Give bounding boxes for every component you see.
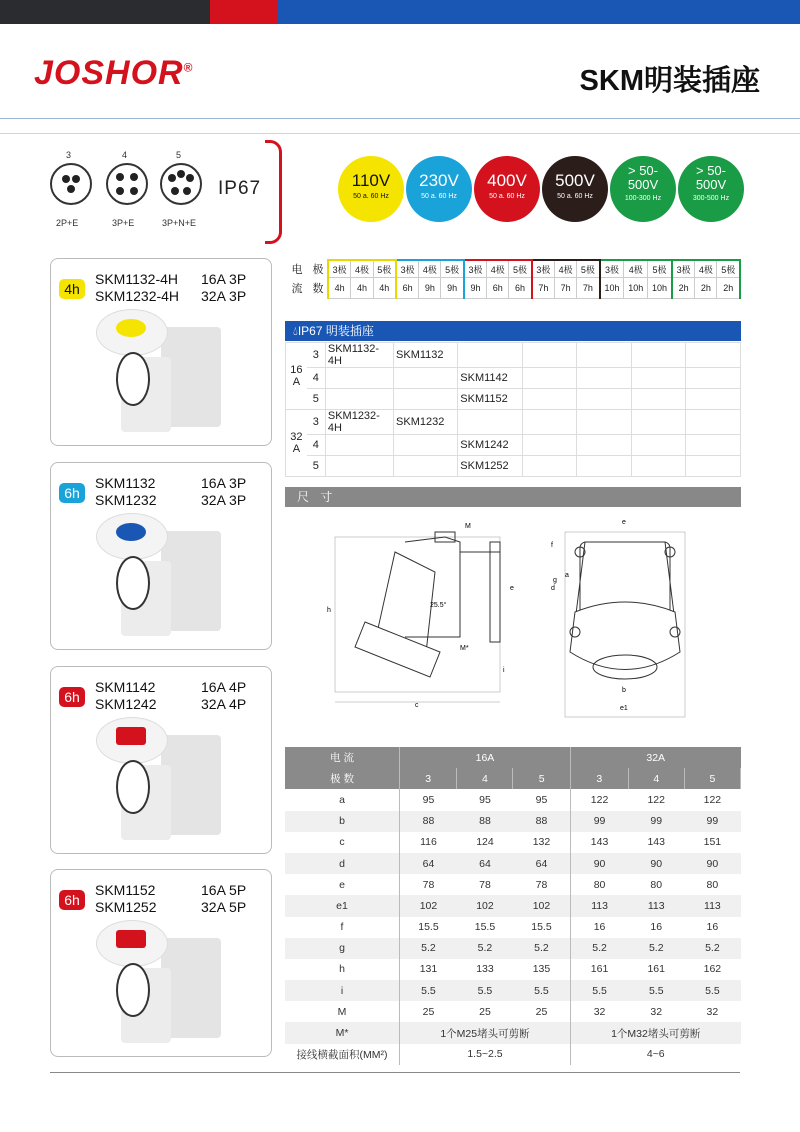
dim-value: 64 — [457, 853, 513, 874]
product-card-3[interactable] — [50, 869, 272, 1057]
model-1: SKM1152 — [95, 882, 156, 898]
model-cell — [394, 389, 458, 410]
dim-value: 88 — [400, 811, 457, 832]
dim-value: 162 — [703, 963, 722, 976]
model-cell: SKM1142 — [458, 368, 522, 389]
voltage-circle-0 — [338, 156, 404, 222]
dim-value: 25 — [479, 1005, 491, 1018]
dim-value: 122 — [703, 793, 722, 806]
bracket-divider — [265, 140, 282, 244]
label-angle: 25.5° — [430, 602, 447, 609]
dim-value: 116 — [420, 836, 437, 849]
dim-value: 90 — [570, 853, 628, 874]
pole-cell: 4 — [307, 435, 326, 456]
model-cell: SKM1132-4H — [325, 343, 393, 368]
dim-row-g — [285, 938, 741, 959]
dim-value: 113 — [628, 895, 684, 916]
label-i: i — [503, 667, 505, 674]
top-bar-blue — [278, 0, 800, 24]
dim-value: 15.5 — [474, 921, 496, 934]
voltage-circle-3 — [542, 156, 608, 222]
dim-value: 88 — [457, 811, 513, 832]
pin-diagram-5p — [160, 163, 202, 205]
empty-cell — [631, 410, 686, 435]
pole-label-2: 数 — [312, 283, 324, 295]
model-1: SKM1132-4H — [95, 271, 179, 287]
side-lid — [355, 622, 440, 677]
dim-value: 64 — [400, 853, 457, 874]
model-1: SKM1142 — [95, 679, 156, 695]
empty-cell — [522, 410, 577, 435]
dim-value: 80 — [593, 878, 606, 891]
dim-pole: 3 — [570, 768, 628, 789]
dim-value: 5.2 — [400, 938, 457, 959]
model-2: SKM1242 — [95, 696, 157, 712]
hour-cell: 7h — [577, 278, 600, 299]
dim-row-c — [285, 832, 741, 853]
table-row — [286, 368, 741, 389]
model-cell — [458, 343, 522, 368]
model-cell: SKM1152 — [458, 389, 522, 410]
dim-key: c — [285, 832, 400, 853]
pole-cell: 4极 — [351, 260, 373, 278]
hour-cell: 6h — [509, 278, 532, 299]
pole-cell: 5极 — [717, 260, 740, 278]
empty-cell — [577, 410, 632, 435]
dim-value: 102 — [457, 895, 513, 916]
model-cell — [325, 435, 393, 456]
pole-cell: 4极 — [695, 260, 717, 278]
rating-1: 16A 3P — [201, 271, 247, 287]
table-row — [286, 435, 741, 456]
label-h: h — [327, 607, 331, 614]
pole-hour-table — [285, 259, 741, 299]
dim-pole: 4 — [628, 768, 684, 789]
hour-cell: 9h — [464, 278, 487, 299]
dim-value: 4~6 — [646, 1048, 665, 1061]
dim-value: 5.2 — [457, 938, 513, 959]
label-d: d — [551, 585, 555, 592]
product-card-2[interactable] — [50, 666, 272, 854]
pole-cell: 4 — [307, 368, 326, 389]
pole-cell: 5极 — [441, 260, 464, 278]
dim-header-label: 极 数 — [285, 768, 400, 789]
dim-value: 124 — [476, 836, 494, 849]
voltage-value: 500V — [555, 171, 595, 190]
voltage-value: 400V — [487, 171, 527, 190]
hour-cell: 2h — [695, 278, 717, 299]
hour-cell: 9h — [441, 278, 464, 299]
dim-value: 5.5 — [457, 980, 513, 1001]
hour-cell: 10h — [624, 278, 648, 299]
current-cell: 16 A — [286, 343, 307, 410]
dim-value: 122 — [590, 793, 609, 806]
dim-value: 1个M32堵头可剪断 — [570, 1022, 740, 1043]
dim-row-e1 — [285, 895, 741, 916]
hour-badge: 6h — [59, 890, 85, 910]
dim-value: 64 — [513, 853, 570, 874]
dim-value: 5.2 — [513, 938, 570, 959]
pole-cell: 5极 — [509, 260, 532, 278]
dim-value: 99 — [570, 811, 628, 832]
current-label-2: 流 — [291, 283, 303, 295]
pin-label-4p: 3P+E — [112, 218, 135, 228]
dim-value: 5.2 — [684, 938, 740, 959]
header-divider-2 — [0, 133, 800, 134]
model-2: SKM1232 — [95, 492, 157, 508]
frequency-value: 50 a. 60 Hz — [353, 193, 389, 200]
hour-badge: 4h — [59, 279, 85, 299]
dim-header-16a: 16A — [400, 747, 571, 768]
table-row — [286, 389, 741, 410]
brand-logo: JOSHOR® — [34, 54, 194, 92]
dim-key: 接线横截面积(MM²) — [285, 1044, 400, 1065]
model-2: SKM1252 — [95, 899, 157, 915]
model-2: SKM1232-4H — [95, 288, 180, 304]
ip67-section-header: 💧︎IP67 明装插座 — [285, 321, 741, 341]
pole-cell: 3极 — [600, 260, 624, 278]
model-cell — [394, 368, 458, 389]
socket-image — [91, 918, 231, 1048]
dim-value: 5.2 — [628, 938, 684, 959]
dim-value: 99 — [628, 811, 684, 832]
dim-value: 80 — [706, 878, 719, 891]
side-body — [405, 537, 460, 637]
pin-diagram-4p — [106, 163, 148, 205]
dim-value: 5.2 — [570, 938, 628, 959]
voltage-value: 230V — [419, 171, 459, 190]
empty-cell — [686, 368, 741, 389]
rating-1: 16A 4P — [201, 679, 247, 695]
pole-cell: 3 — [307, 343, 326, 368]
dim-value: 5.5 — [628, 980, 684, 1001]
empty-cell — [522, 389, 577, 410]
dim-value: 78 — [479, 878, 491, 891]
hour-cell: 6h — [396, 278, 419, 299]
dim-value: 1个M25堵头可剪断 — [400, 1022, 571, 1043]
hour-cell: 2h — [672, 278, 695, 299]
label-e-front: e — [622, 519, 626, 526]
dim-value: 113 — [684, 895, 740, 916]
model-cell: SKM1132 — [394, 343, 458, 368]
empty-cell — [631, 343, 686, 368]
dim-value: 132 — [513, 832, 570, 853]
hour-cell: 9h — [419, 278, 441, 299]
model-cell — [394, 456, 458, 477]
top-bar-red — [210, 0, 278, 24]
dim-row-mstar — [285, 1022, 741, 1043]
dim-value: 1.5~2.5 — [400, 1044, 571, 1065]
model-cell — [325, 368, 393, 389]
hour-badge: 6h — [59, 687, 85, 707]
voltage-circle-2 — [474, 156, 540, 222]
dim-row-wire — [285, 1044, 741, 1065]
pole-cell: 4极 — [555, 260, 577, 278]
dim-value: 95 — [513, 789, 570, 810]
model-cell — [394, 435, 458, 456]
rating-2: 32A 4P — [201, 696, 247, 712]
dim-value: 25 — [422, 1005, 435, 1018]
dim-value: 122 — [647, 793, 665, 806]
socket-image — [91, 307, 231, 437]
dim-value: 5.5 — [570, 980, 628, 1001]
dim-value: 90 — [628, 853, 684, 874]
pole-cell: 5 — [307, 389, 326, 410]
empty-cell — [577, 343, 632, 368]
dim-row-h — [285, 959, 741, 980]
dim-value: 102 — [400, 895, 457, 916]
footer-divider — [50, 1072, 740, 1073]
rating-2: 32A 3P — [201, 492, 247, 508]
pin-count-5: 5 — [176, 150, 182, 160]
dim-value: 95 — [422, 793, 435, 806]
dim-value: 32 — [650, 1005, 663, 1018]
dim-value: 135 — [513, 959, 570, 980]
hour-cell: 2h — [717, 278, 740, 299]
ip67-model-table — [285, 342, 741, 477]
empty-cell — [522, 456, 577, 477]
empty-cell — [522, 435, 577, 456]
dimension-drawing — [285, 512, 741, 737]
ip-rating-label: IP67 — [218, 178, 262, 199]
dim-value: 161 — [590, 963, 609, 976]
pole-cell: 4极 — [419, 260, 441, 278]
dim-key: f — [285, 917, 400, 938]
table-row — [286, 410, 741, 435]
dim-value: 143 — [590, 836, 609, 849]
dim-key: g — [285, 938, 400, 959]
dim-header-poles — [285, 768, 741, 789]
pole-cell: 4极 — [487, 260, 509, 278]
dim-value: 90 — [684, 853, 740, 874]
label-b: b — [622, 687, 626, 694]
empty-cell — [631, 456, 686, 477]
voltage-circle-1 — [406, 156, 472, 222]
dim-value: 78 — [513, 874, 570, 895]
dim-pole: 5 — [684, 768, 740, 789]
model-cell: SKM1232-4H — [325, 410, 393, 435]
dim-value: 151 — [703, 836, 722, 849]
dim-key: b — [285, 811, 400, 832]
voltage-circle-5 — [678, 156, 744, 222]
empty-cell — [522, 368, 577, 389]
pin-count-4: 4 — [122, 150, 128, 160]
dimension-section-header: 尺 寸 — [285, 487, 741, 507]
dim-row-f — [285, 917, 741, 938]
dim-value: 5.5 — [684, 980, 740, 1001]
product-card-0[interactable] — [50, 258, 272, 446]
dim-key: d — [285, 853, 400, 874]
pole-cell: 3极 — [396, 260, 419, 278]
label-M: M — [465, 523, 471, 530]
empty-cell — [577, 435, 632, 456]
dim-key: h — [285, 959, 400, 980]
model-cell — [458, 410, 522, 435]
label-f: f — [551, 542, 553, 549]
dim-value: 15.5 — [513, 917, 570, 938]
dim-value: 99 — [684, 811, 740, 832]
current-label: 电 — [291, 263, 303, 276]
dim-key: e — [285, 874, 400, 895]
hour-cell: 7h — [532, 278, 555, 299]
pin-label-3p: 2P+E — [56, 218, 79, 228]
pin-count-3: 3 — [66, 150, 72, 160]
dim-value: 131 — [419, 963, 438, 976]
dim-value: 32 — [593, 1005, 606, 1018]
label-Mstar: M* — [460, 645, 469, 652]
dim-value: 5.5 — [400, 980, 457, 1001]
dim-key: e1 — [285, 895, 400, 916]
dim-header-label: 电 流 — [285, 747, 400, 768]
dim-row-d — [285, 853, 741, 874]
table-row — [286, 456, 741, 477]
page-title: SKM明装插座 — [579, 65, 760, 97]
dim-key: M — [285, 1001, 400, 1022]
label-a: a — [565, 572, 569, 579]
voltage-value: > 50- 500V — [695, 163, 727, 192]
empty-cell — [631, 389, 686, 410]
pole-cell: 3极 — [672, 260, 695, 278]
dim-value: 133 — [476, 963, 494, 976]
pole-cell: 5极 — [373, 260, 396, 278]
rating-2: 32A 5P — [201, 899, 247, 915]
label-e1: e1 — [620, 705, 628, 712]
rating-1: 16A 3P — [201, 475, 247, 491]
dim-value: 113 — [570, 895, 628, 916]
hour-badge: 6h — [59, 483, 85, 503]
pin-label-5p: 3P+N+E — [162, 218, 197, 228]
socket-image — [91, 715, 231, 845]
empty-cell — [686, 435, 741, 456]
dim-value: 161 — [647, 963, 665, 976]
pole-cell: 3极 — [532, 260, 555, 278]
pole-cell: 3 — [307, 410, 326, 435]
current-cell: 32 A — [286, 410, 307, 477]
empty-cell — [577, 368, 632, 389]
voltage-value: 110V — [351, 171, 391, 190]
dim-row-M — [285, 1001, 741, 1022]
empty-cell — [631, 435, 686, 456]
dimension-table — [285, 747, 741, 1065]
dim-pole: 5 — [513, 768, 570, 789]
model-cell: SKM1232 — [394, 410, 458, 435]
empty-cell — [522, 343, 577, 368]
dim-value: 15.5 — [418, 921, 439, 934]
voltage-circle-4 — [610, 156, 676, 222]
label-c: c — [415, 702, 419, 709]
dim-value: 32 — [706, 1005, 719, 1018]
pole-cell: 5极 — [648, 260, 672, 278]
empty-cell — [686, 343, 741, 368]
dim-row-i — [285, 980, 741, 1001]
pole-cell: 3极 — [464, 260, 487, 278]
dim-pole: 4 — [457, 768, 513, 789]
label-g: g — [553, 577, 557, 584]
rating-1: 16A 5P — [201, 882, 247, 898]
socket-image — [91, 511, 231, 641]
top-bar-dark — [0, 0, 210, 24]
dim-value: 78 — [422, 878, 435, 891]
dim-value: 88 — [513, 811, 570, 832]
label-e-side: e — [510, 585, 514, 592]
empty-cell — [577, 389, 632, 410]
model-cell — [325, 389, 393, 410]
dim-key: i — [285, 980, 400, 1001]
empty-cell — [631, 368, 686, 389]
frequency-value: 100-300 Hz — [624, 195, 662, 202]
front-socket — [570, 602, 680, 670]
dim-pole: 3 — [400, 768, 457, 789]
dim-value: 143 — [647, 836, 665, 849]
model-cell: SKM1242 — [458, 435, 522, 456]
empty-cell — [686, 389, 741, 410]
pole-cell: 5 — [307, 456, 326, 477]
pole-label: 极 — [312, 263, 324, 276]
pin-diagram-3p — [50, 163, 92, 205]
model-1: SKM1132 — [95, 475, 156, 491]
dim-value: 25 — [513, 1001, 570, 1022]
dim-value: 80 — [650, 878, 663, 891]
hour-cell: 10h — [648, 278, 672, 299]
pole-cell: 5极 — [577, 260, 600, 278]
dim-key: a — [285, 789, 400, 810]
dim-header-current — [285, 747, 741, 768]
dim-row-e — [285, 874, 741, 895]
dim-key: M* — [285, 1022, 400, 1043]
hour-cell: 6h — [487, 278, 509, 299]
model-cell — [325, 456, 393, 477]
rating-2: 32A 3P — [201, 288, 247, 304]
frequency-value: 50 a. 60 Hz — [557, 193, 593, 200]
frequency-value: 50 a. 60 Hz — [489, 193, 525, 200]
dim-value: 16 — [650, 921, 663, 934]
product-card-1[interactable] — [50, 462, 272, 650]
header-divider — [0, 118, 800, 119]
table-row — [286, 343, 741, 368]
pole-cell: 4极 — [624, 260, 648, 278]
empty-cell — [686, 410, 741, 435]
water-drop-icon: 💧︎ — [293, 324, 298, 338]
dim-row-a — [285, 789, 741, 810]
dim-row-b — [285, 811, 741, 832]
dim-value: 16 — [706, 921, 719, 934]
dim-value: 95 — [479, 793, 491, 806]
empty-cell — [686, 456, 741, 477]
hour-cell: 4h — [351, 278, 373, 299]
model-cell: SKM1252 — [458, 456, 522, 477]
dim-header-32a: 32A — [570, 747, 740, 768]
dim-value: 16 — [593, 921, 606, 934]
hour-cell: 10h — [600, 278, 624, 299]
hour-cell: 4h — [373, 278, 396, 299]
voltage-value: > 50- 500V — [627, 163, 659, 192]
dim-value: 5.5 — [513, 980, 570, 1001]
side-mount — [490, 542, 500, 642]
hour-cell: 7h — [555, 278, 577, 299]
pole-cell: 3极 — [328, 260, 351, 278]
frequency-value: 50 a. 60 Hz — [421, 193, 457, 200]
frequency-value: 300-500 Hz — [692, 195, 730, 202]
hour-cell: 4h — [328, 278, 351, 299]
empty-cell — [577, 456, 632, 477]
dim-value: 102 — [513, 895, 570, 916]
